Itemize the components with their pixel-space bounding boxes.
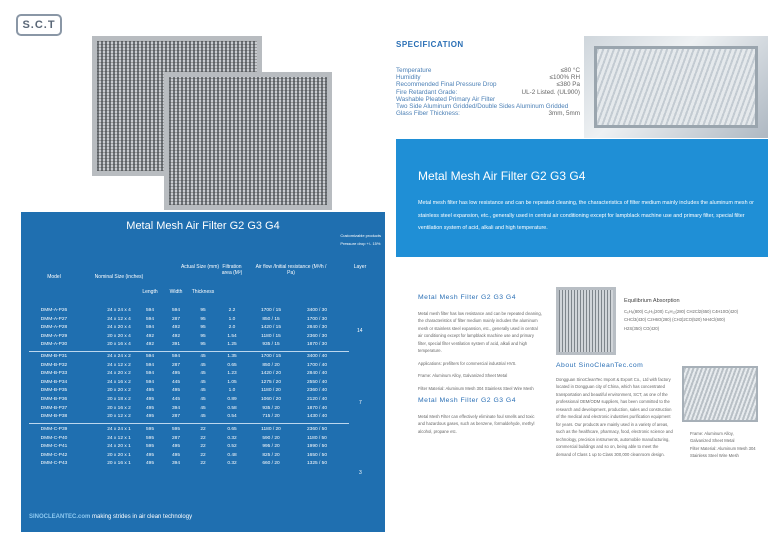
table-cell: 2.2 (228, 308, 236, 313)
product-image-panel-filter (682, 366, 758, 422)
table-cell: 24 x 12 x 2 (107, 362, 131, 368)
table-cell: 24 x 16 x 2 (107, 379, 131, 385)
table-cell: 594 (145, 371, 154, 377)
table-cell: 20 x 20 x 2 (107, 388, 131, 394)
spec-row: Temperature ≤80 °C (396, 67, 580, 74)
table-cell: DMM-C-P40 (40, 435, 68, 441)
table-row (21, 379, 385, 388)
table-cell: 715 / 20 (262, 414, 280, 420)
table-cell: 20 x 16 x 1 (107, 461, 131, 467)
frame-notes: Frame: Aluminum Alloy, Galvanized Sheet Metal Filter Material: Aluminum Mesh 304 Stainless Steel Wire Mesh (690, 431, 756, 459)
table-cell: 825 / 20 (262, 452, 280, 458)
spec-row: Humidity ≤100% RH (396, 74, 580, 82)
table-cell: 1700 / 15 (260, 354, 281, 359)
table-cell: DMM-A-P26 (40, 308, 68, 313)
table-cell: 287 (171, 316, 180, 322)
table-cell: 394 (171, 405, 180, 411)
about-text: Dongguan SinoCleanTec Import & Export Co., Ltd with factory located in Dongguan city of China, which has concentrated transportation and beautiful environment, SCT, as one of the professional OEM/ODM suppliers, has been committed to the research and development, production, sales and construction of the medical and electronic industries purification equipment for years. Our products are mainly used in a variety of areas, such as the healthcare, pharmacy, food, electronic science and technology, precision instruments, automobile manufacturing, commercial buildings and so on, being able to meet the demand of Class 1 up to Class 300,000 cleanroom design. (556, 376, 673, 457)
product-image-metal-filters (92, 36, 334, 212)
table-cell: 595 (145, 427, 154, 432)
table-cell: 935 / 20 (262, 405, 280, 411)
spec-table (21, 212, 385, 532)
table-cell: 24 x 20 x 4 (107, 325, 131, 331)
table-cell: 394 (171, 461, 180, 467)
table-row (21, 452, 385, 461)
table-cell: 45 (200, 397, 206, 402)
table-cell: 594 (145, 316, 154, 322)
th-filtration: Filtration area (M²) (221, 264, 243, 276)
banner-text: Metal mesh filter has low resistance and can be repeated cleaning, the characteristics of filter medium mainly includes the aluminum mesh or stainless steel expansion, etc., generally used in central air conditioning except for lampblack machine use and primary filter, special filter ventilation system of acid, alkali and high temperature. (418, 200, 754, 231)
table-cell: 850 / 20 (262, 362, 280, 368)
layer-value: 14 (357, 328, 363, 334)
table-cell: 495 (145, 388, 154, 394)
description-text: Metal mesh filter has low resistance and can be repeated cleaning, the characteristics of filter medium mainly includes the aluminum mesh or stainless steel expansion, etc., generally used in central air conditioning except for lampblack machine use and primary filter, special filter ventilation system of acid, alkali and high temperature. (418, 310, 542, 353)
table-cell: 1180 / 50 (307, 435, 327, 441)
table-cell: 0.48 (227, 452, 237, 458)
table-cell: 660 / 20 (262, 461, 280, 467)
table-cell: 0.65 (227, 362, 237, 368)
table-cell: 95 (200, 325, 206, 331)
section-title: Metal Mesh Filter G2 G3 G4 (418, 294, 516, 301)
table-cell: 595 (145, 444, 154, 450)
table-cell: 1325 / 50 (306, 461, 327, 467)
table-cell: DMM-C-P39 (40, 427, 68, 432)
spec-row: Recommended Final Pressure Drop ≤380 Pa (396, 81, 580, 89)
absorption-block (624, 297, 764, 333)
table-row (21, 426, 385, 435)
table-cell: 45 (200, 405, 206, 411)
table-cell: 2.0 (228, 325, 236, 331)
absorption-line: C₆H₆(800) C₆H₅(200) C₆H₁₂(280) CH2Cl2(650) C4H10O(420) (624, 308, 739, 314)
specification-block (396, 40, 580, 117)
table-cell: 492 (145, 342, 154, 348)
table-cell: 1700 / 30 (306, 316, 327, 322)
table-cell: 1180 / 20 (261, 388, 281, 394)
table-row (21, 405, 385, 414)
table-cell: DMM-A-P30 (40, 342, 68, 348)
product-image-mesh-filter (556, 287, 616, 355)
table-cell: 1420 / 20 (260, 371, 281, 377)
table-cell: 22 (200, 452, 206, 458)
table-cell: 95 (200, 342, 206, 348)
description-text: Metal Mesh Filter can effectively eliminate foul smells and toxic and hazardous gases, such as benzene, formaldehyde, methyl alcohol, propane etc. (418, 413, 535, 434)
table-row (21, 370, 385, 379)
table-cell: 1870 / 40 (306, 405, 327, 411)
table-note: Customizable products Pressure drop +/- 15% (340, 233, 381, 246)
table-title: Metal Mesh Air Filter G2 G3 G4 (126, 220, 280, 232)
table-cell: DMM-C-P41 (40, 444, 68, 450)
table-row (21, 460, 385, 469)
table-cell: 495 (145, 397, 154, 402)
table-cell: 495 (145, 414, 154, 420)
table-cell: 2120 / 40 (306, 397, 327, 402)
table-cell: 594 (171, 308, 180, 313)
spec-title: SPECIFICATION (396, 40, 464, 49)
table-cell: 495 (145, 461, 154, 467)
table-cell: 24 x 20 x 2 (107, 371, 131, 377)
description-column (418, 294, 542, 440)
group-divider (29, 423, 349, 424)
product-banner (396, 139, 768, 257)
table-cell: 595 (171, 427, 180, 432)
absorption-line: H2S(350) CO(420) (624, 325, 660, 331)
layer-value: 7 (359, 400, 362, 406)
table-cell: 1700 / 40 (306, 362, 327, 368)
th-layer: Layer (353, 264, 367, 270)
table-row (21, 396, 385, 405)
table-cell: DMM-B-P32 (40, 362, 68, 368)
table-cell: 20 x 16 x 4 (107, 342, 131, 348)
table-cell: 1.0 (228, 388, 236, 394)
th-length: Length (142, 289, 158, 295)
table-cell: 1.35 (227, 354, 237, 359)
table-cell: 1060 / 20 (260, 397, 281, 402)
table-cell: DMM-B-P33 (40, 371, 68, 377)
table-cell: DMM-B-P31 (40, 354, 68, 359)
description-text: Filter Material: Aluminum Mesh 304 Stainless Steel Wire Mesh (418, 385, 534, 391)
table-row (21, 324, 385, 333)
table-cell: 1275 / 20 (260, 379, 281, 385)
table-cell: DMM-A-P27 (40, 316, 68, 322)
table-cell: 495 (145, 405, 154, 411)
table-cell: 594 (145, 308, 154, 313)
table-cell: 1420 / 15 (260, 325, 281, 331)
table-cell: 1.54 (227, 333, 237, 339)
th-model: Model (47, 274, 61, 280)
table-cell: 95 (200, 308, 206, 313)
table-cell: 24 x 20 x 1 (107, 444, 131, 450)
absorption-line: CHCl3(430) C2H6O(280) (CH3)2CO(520) NH4Cl(600) (624, 317, 725, 322)
table-cell: 287 (171, 362, 180, 368)
description-text: Applications: prefilters for commercial industrial HVS. (418, 360, 517, 366)
table-cell: 20 x 16 x 2 (107, 405, 131, 411)
table-cell: 594 (145, 354, 154, 359)
spec-row: Washable Pleated Primary Air Filter (396, 95, 496, 103)
table-cell: 445 (171, 397, 180, 402)
table-cell: 0.58 (227, 405, 237, 411)
table-cell: 0.32 (227, 435, 237, 441)
table-cell: 2840 / 30 (306, 325, 327, 331)
table-cell: 595 (145, 435, 154, 441)
table-cell: 0.54 (227, 414, 237, 420)
table-cell: 1650 / 50 (306, 452, 327, 458)
table-cell: 24 x 24 x 1 (107, 427, 131, 432)
table-cell: 45 (200, 414, 206, 420)
table-cell: DMM-C-P42 (40, 452, 68, 458)
table-cell: 1.23 (227, 371, 237, 377)
table-row (21, 341, 385, 350)
table-cell: 1870 / 30 (306, 342, 327, 348)
table-cell: 0.32 (227, 461, 237, 467)
table-cell: 95 (200, 316, 206, 322)
table-cell: 1990 / 50 (306, 444, 327, 450)
table-cell: 287 (171, 435, 180, 441)
table-cell: DMM-B-P38 (40, 414, 68, 420)
table-cell: 22 (200, 461, 206, 467)
table-cell: 0.89 (227, 397, 237, 402)
table-cell: 24 x 12 x 4 (107, 316, 131, 322)
table-cell: 3400 / 30 (306, 308, 327, 313)
table-cell: 492 (171, 325, 180, 331)
table-cell: 1.05 (227, 379, 237, 385)
table-cell: 2360 / 40 (306, 388, 327, 394)
table-cell: 24 x 24 x 2 (107, 354, 131, 359)
table-cell: 1.0 (228, 316, 236, 322)
table-row (21, 353, 385, 362)
table-cell: 1180 / 20 (261, 427, 281, 432)
table-footer: SINOCLEANTEC.com making strides in air clean technology (29, 514, 193, 520)
table-cell: 594 (171, 354, 180, 359)
banner-title: Metal Mesh Air Filter G2 G3 G4 (418, 169, 586, 183)
table-cell: DMM-B-P34 (40, 379, 68, 385)
table-cell: 2360 / 50 (306, 427, 327, 432)
table-cell: DMM-B-P37 (40, 405, 68, 411)
table-cell: 495 (171, 388, 180, 394)
table-cell: 20 x 20 x 4 (107, 333, 131, 339)
table-cell: 24 x 24 x 4 (107, 308, 131, 313)
table-cell: 590 / 20 (262, 435, 280, 441)
th-nominal: Nominal Size (inches) (94, 274, 144, 280)
th-actual: Actual Size (mm) (180, 264, 220, 270)
table-cell: 0.52 (227, 444, 237, 450)
th-thickness: Thickness (191, 289, 215, 295)
table-cell: 20 x 12 x 2 (107, 414, 131, 420)
table-cell: 391 (171, 342, 180, 348)
table-cell: 594 (145, 379, 154, 385)
table-row (21, 362, 385, 371)
table-cell: 24 x 12 x 1 (107, 435, 131, 441)
table-cell: 594 (145, 325, 154, 331)
table-cell: 287 (171, 414, 180, 420)
th-width: Width (169, 289, 183, 295)
table-row (21, 333, 385, 342)
th-airflow: Air flow /Initial resistance (M³/h / Pa) (255, 264, 327, 276)
table-cell: 20 x 18 x 2 (107, 397, 131, 402)
group-divider (29, 351, 349, 352)
table-row (21, 413, 385, 422)
table-cell: 850 / 15 (262, 316, 280, 322)
spec-row: Fire Retardant Grade: UL-2 Listed. (UL900) (396, 88, 580, 96)
table-cell: DMM-A-P29 (40, 333, 68, 339)
table-cell: 45 (200, 388, 206, 394)
table-cell: 22 (200, 444, 206, 450)
absorption-title: Equilibrium Absorption (624, 298, 680, 304)
description-text: Frame: Aluminum Alloy, Galvanized Sheet Metal (418, 373, 508, 378)
product-image-pleated-filter (584, 36, 768, 138)
table-cell: 1180 / 15 (261, 333, 281, 339)
table-cell: DMM-A-P28 (40, 325, 68, 331)
table-cell: 1.25 (227, 342, 237, 348)
table-cell: 45 (200, 379, 206, 385)
table-row (21, 435, 385, 444)
spec-row: Glass Fiber Thickness: 3mm, 5mm (396, 110, 580, 118)
table-row (21, 443, 385, 452)
table-cell: 0.65 (227, 427, 237, 432)
table-cell: 45 (200, 371, 206, 377)
table-cell: 492 (145, 333, 154, 339)
table-cell: 1430 / 40 (306, 414, 327, 420)
table-cell: DMM-B-P35 (40, 388, 68, 394)
table-cell: 2840 / 40 (306, 371, 327, 377)
table-cell: 22 (200, 427, 206, 432)
table-cell: 995 / 20 (262, 444, 280, 450)
table-cell: 935 / 15 (262, 342, 280, 348)
table-row (21, 316, 385, 325)
table-cell: 45 (200, 354, 206, 359)
layer-value: 3 (359, 470, 362, 476)
table-cell: DMM-C-P43 (40, 461, 68, 467)
table-cell: 492 (171, 333, 180, 339)
table-cell: 45 (200, 362, 206, 368)
table-cell: 1700 / 15 (260, 308, 281, 313)
table-cell: 2360 / 30 (306, 333, 327, 339)
section-title: Metal Mesh Filter G2 G3 G4 (418, 397, 516, 404)
table-cell: 495 (145, 452, 154, 458)
brand-logo: S.C.T (16, 14, 62, 36)
table-cell: 495 (171, 452, 180, 458)
table-cell: 495 (171, 444, 180, 450)
table-cell: DMM-B-P36 (40, 397, 68, 402)
about-block (556, 362, 674, 458)
table-cell: 20 x 20 x 1 (107, 452, 131, 458)
table-cell: 3400 / 40 (306, 354, 327, 359)
table-cell: 22 (200, 435, 206, 441)
table-row (21, 387, 385, 396)
table-cell: 2550 / 40 (306, 379, 327, 385)
table-cell: 594 (145, 362, 154, 368)
spec-row: Two Side Aluminum Gridded/Double Sides Aluminum Gridded (396, 103, 569, 111)
table-row (21, 307, 385, 316)
table-cell: 495 (171, 371, 180, 377)
table-cell: 445 (171, 379, 180, 385)
about-title: About SinoCleanTec.com (556, 362, 644, 369)
table-cell: 95 (200, 333, 206, 339)
